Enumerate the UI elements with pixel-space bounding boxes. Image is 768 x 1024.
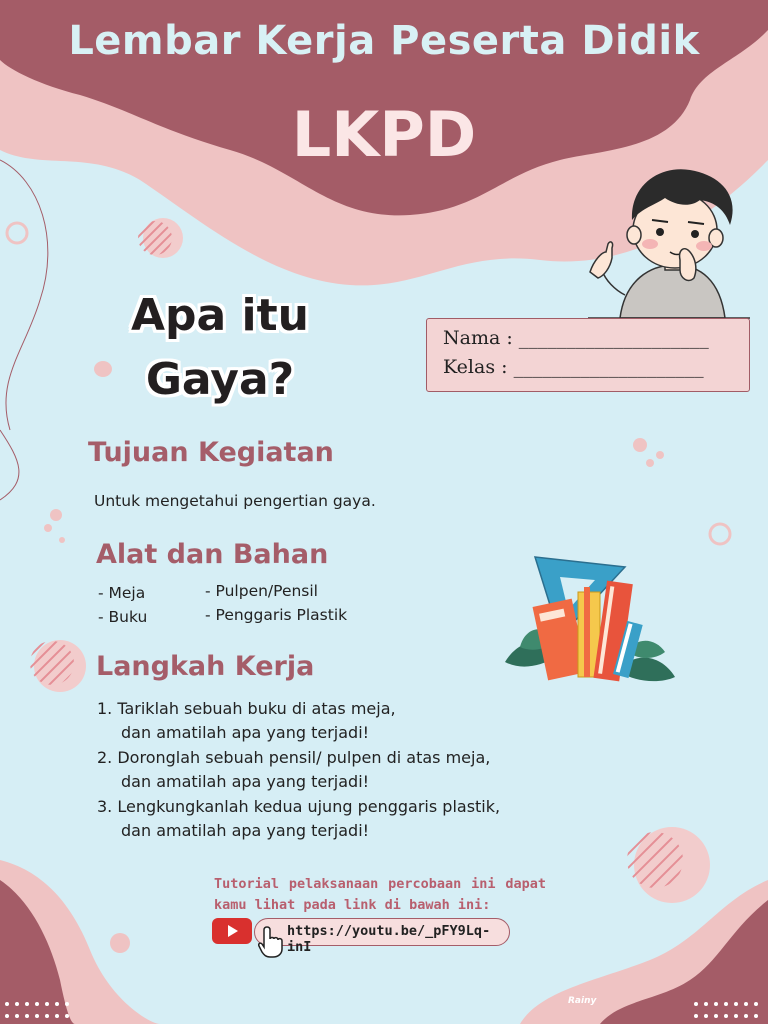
tujuan-text: Untuk mengetahui pengertian gaya. [94, 492, 376, 510]
page-title: Lembar Kerja Peserta Didik [68, 18, 700, 64]
alat-item: - Penggaris Plastik [205, 606, 348, 624]
step-line: 3. Lengkungkanlah kedua ujung penggaris plastik, [97, 797, 501, 816]
step-line: dan amatilah apa yang terjadi! [121, 723, 370, 742]
name-field[interactable]: Nama : ____________________ [443, 327, 709, 349]
step-line: dan amatilah apa yang terjadi! [121, 821, 370, 840]
alat-item: - Pulpen/Pensil [205, 582, 318, 600]
hand-pointer-icon [258, 925, 286, 959]
tutorial-text: Tutorial pelaksanaan percobaan ini dapat kamu lihat pada link di bawah ini: [214, 876, 546, 913]
list-item [97, 746, 500, 794]
question-line-2: Gaya? [145, 354, 295, 405]
tujuan-heading: Tujuan Kegiatan [88, 437, 334, 468]
langkah-heading: Langkah Kerja [96, 651, 315, 682]
question-line-1: Apa itu [131, 290, 309, 341]
alat-item: - Meja [98, 584, 146, 602]
list-item [97, 697, 500, 745]
books-illustration [500, 552, 680, 690]
step-line: 2. Doronglah sebuah pensil/ pulpen di atas meja, [97, 748, 491, 767]
alat-item: - Buku [98, 608, 148, 626]
step-line: dan amatilah apa yang terjadi! [121, 772, 370, 791]
boy-thinking-illustration [580, 160, 755, 320]
credit-logo: Rainy [568, 996, 597, 1006]
youtube-icon[interactable] [212, 918, 252, 944]
class-field[interactable]: Kelas : ____________________ [443, 356, 704, 378]
list-item [97, 795, 500, 843]
identity-box [426, 318, 750, 392]
video-link-text[interactable]: https://youtu.be/_pFY9Lq-inI [287, 923, 491, 955]
alat-heading: Alat dan Bahan [96, 539, 329, 570]
step-line: 1. Tariklah sebuah buku di atas meja, [97, 699, 396, 718]
question-heading [120, 284, 320, 412]
video-link[interactable] [254, 918, 510, 955]
page-subtitle: LKPD [291, 98, 477, 171]
steps-list [97, 697, 500, 844]
